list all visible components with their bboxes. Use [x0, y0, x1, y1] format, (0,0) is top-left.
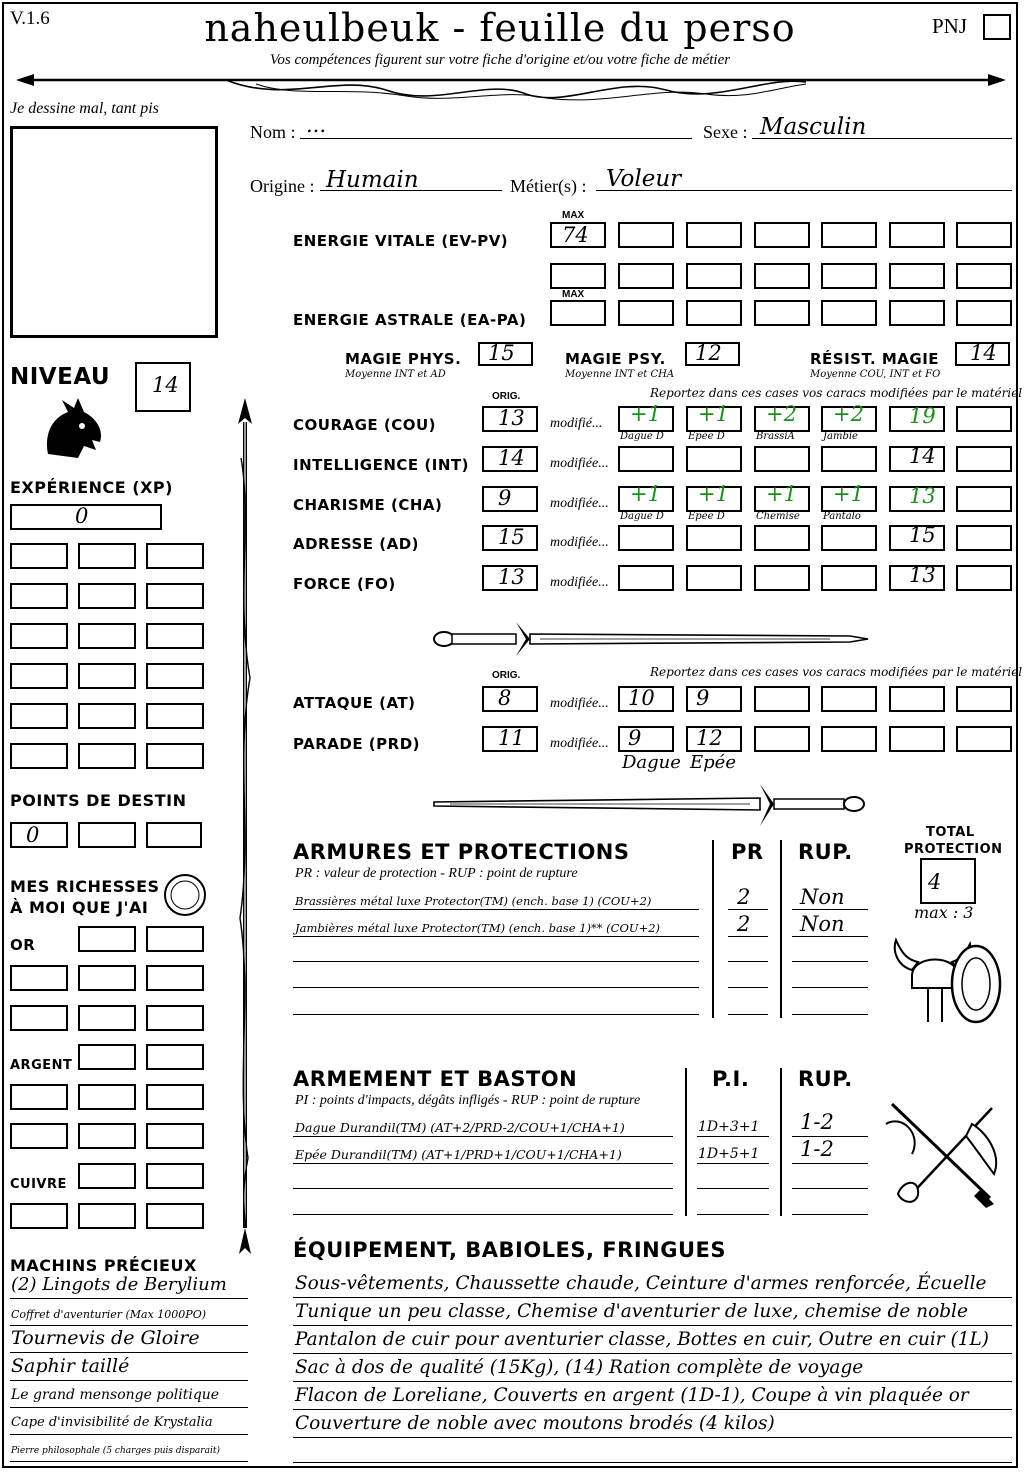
ev-track-box[interactable]	[686, 263, 742, 289]
ea-track-box[interactable]	[618, 300, 674, 326]
xp-box[interactable]	[146, 583, 204, 609]
machins-title: MACHINS PRÉCIEUX	[10, 1256, 197, 1275]
carac-mod-value[interactable]: +2	[833, 402, 864, 426]
armure-line	[293, 961, 699, 962]
resist-magie-sub: Moyenne COU, INT et FO	[810, 369, 941, 380]
dragon-head-icon	[38, 394, 108, 464]
carac-mod-box[interactable]	[956, 525, 1012, 551]
arme-pi-line	[697, 1214, 769, 1215]
armure-pr[interactable]: 2	[737, 912, 751, 936]
total-protection-label-2: PROTECTION	[904, 842, 1003, 857]
combat-mod-box[interactable]	[956, 686, 1012, 712]
money-box[interactable]	[146, 965, 204, 991]
equipement-title: ÉQUIPEMENT, BABIOLES, FRINGUES	[293, 1238, 726, 1262]
money-box[interactable]	[78, 926, 136, 952]
armement-divider-1	[685, 1068, 687, 1216]
nom-line	[300, 138, 692, 139]
machin-line	[10, 1434, 248, 1435]
xp-value[interactable]: 0	[75, 504, 89, 528]
sword-icon	[430, 616, 870, 662]
combat-mod-box[interactable]	[754, 686, 810, 712]
equip-line	[293, 1353, 1012, 1354]
ea-max-label: MAX	[562, 289, 585, 300]
machin-line	[10, 1298, 248, 1299]
combat-mod-box[interactable]	[821, 686, 877, 712]
ea-track-box[interactable]	[754, 300, 810, 326]
carac-final-value[interactable]: 15	[909, 523, 936, 547]
carac-mod-note: Epée D	[688, 431, 725, 442]
ev-label: ENERGIE VITALE (EV-PV)	[293, 232, 509, 250]
xp-box[interactable]	[10, 623, 68, 649]
armures-title: ARMURES ET PROTECTIONS	[293, 840, 630, 864]
carac-final-value[interactable]: 14	[909, 444, 936, 468]
combat-mod-box[interactable]	[821, 726, 877, 752]
machin-line	[10, 1380, 248, 1381]
carac-label: ADRESSE (AD)	[293, 535, 420, 553]
coin-icon	[162, 872, 208, 918]
attaque-label: ATTAQUE (AT)	[293, 694, 416, 712]
ev-track-box[interactable]	[754, 263, 810, 289]
machin-item[interactable]: Pierre philosophale (5 charges puis disparait)	[11, 1446, 220, 1456]
richesses-label-1: MES RICHESSES	[10, 877, 160, 896]
xp-box[interactable]	[146, 663, 204, 689]
xp-box[interactable]	[78, 743, 136, 769]
money-box[interactable]	[78, 1084, 136, 1110]
arme-rup-line	[792, 1163, 868, 1164]
xp-box[interactable]	[78, 583, 136, 609]
carac-label: CHARISME (CHA)	[293, 496, 443, 514]
armure-rup-line	[792, 1014, 868, 1015]
arme-pi-line	[697, 1136, 769, 1137]
equip-line	[293, 1409, 1012, 1410]
carac-mod-note: Jambie	[823, 431, 858, 442]
money-box[interactable]	[10, 1123, 68, 1149]
machin-line	[10, 1325, 248, 1326]
carac-modifie-label: modifiée...	[550, 535, 609, 550]
ev-track-box[interactable]	[821, 222, 877, 248]
equip-line	[293, 1462, 1012, 1463]
money-box[interactable]	[78, 1123, 136, 1149]
portrait-caption: Je dessine mal, tant pis	[10, 100, 159, 117]
carac-mod-note: Dague D	[620, 511, 664, 522]
ev-track-box[interactable]	[821, 263, 877, 289]
carac-mod-box[interactable]	[618, 525, 674, 551]
armement-desc: PI : points d'impacts, dégâts infligés - RUP : point de rupture	[295, 1093, 641, 1108]
xp-label: EXPÉRIENCE (XP)	[10, 478, 173, 497]
carac-orig-value[interactable]: 13	[498, 565, 525, 589]
ev-track-box[interactable]	[754, 222, 810, 248]
armure-rup-line	[792, 909, 868, 910]
money-box[interactable]	[78, 965, 136, 991]
magie-phys-sub: Moyenne INT et AD	[345, 369, 446, 380]
equip-line	[293, 1325, 1012, 1326]
machin-line	[10, 1352, 248, 1353]
xp-box[interactable]	[78, 663, 136, 689]
nom-label: Nom :	[250, 122, 296, 142]
armure-line	[293, 987, 699, 988]
carac-mod-value[interactable]: +1	[698, 402, 729, 426]
destin-label: POINTS DE DESTIN	[10, 791, 187, 810]
machin-item[interactable]: Coffret d'aventurier (Max 1000PO)	[11, 1308, 207, 1321]
equip-line	[293, 1381, 1012, 1382]
carac-mod-value[interactable]: +1	[698, 482, 729, 506]
money-box[interactable]	[10, 1005, 68, 1031]
xp-box[interactable]	[10, 663, 68, 689]
carac-mod-box[interactable]	[956, 486, 1012, 512]
carac-label: COURAGE (COU)	[293, 416, 437, 434]
carac-modifie-label: modifiée...	[550, 456, 609, 471]
equip-text[interactable]: Couverture de noble avec moutons brodés (4 kilos)	[295, 1413, 775, 1434]
ev-track-box[interactable]	[618, 263, 674, 289]
metier-label: Métier(s) :	[510, 176, 587, 196]
magie-psy-sub: Moyenne INT et CHA	[565, 369, 675, 380]
combat-mod-box[interactable]	[956, 726, 1012, 752]
carac-final-value[interactable]: 19	[909, 404, 936, 428]
arme-rup[interactable]: 1-2	[800, 1137, 834, 1161]
version-label: V.1.6	[10, 8, 50, 29]
ea-track-box[interactable]	[889, 300, 945, 326]
armure-line	[293, 936, 699, 937]
ea-track-box[interactable]	[956, 300, 1012, 326]
ev-max-value[interactable]: 74	[562, 223, 589, 247]
money-box[interactable]	[10, 1203, 68, 1229]
armures-divider-2	[780, 840, 782, 1018]
carac-mod-note: Dague D	[620, 431, 664, 442]
combat-modifiee-label: modifiée...	[550, 696, 609, 711]
arme-name[interactable]: Dague Durandil(TM) (AT+2/PRD-2/COU+1/CHA+1)	[295, 1120, 625, 1135]
money-box[interactable]	[10, 965, 68, 991]
carac-orig-value[interactable]: 13	[498, 406, 525, 430]
arme-line	[293, 1163, 673, 1164]
carac-orig-value[interactable]: 9	[498, 486, 512, 510]
xp-box[interactable]	[10, 583, 68, 609]
arme-rup-line	[792, 1188, 868, 1189]
caracs-note: Reportez dans ces cases vos caracs modifiées par le matériel	[650, 386, 1023, 400]
carac-mod-value[interactable]: +1	[766, 482, 797, 506]
combat-mod-value[interactable]: 9	[696, 686, 710, 710]
carac-mod-box[interactable]	[686, 525, 742, 551]
armure-pr-line	[728, 909, 768, 910]
carac-final-value[interactable]: 13	[909, 484, 936, 508]
ev-track-box[interactable]	[550, 263, 606, 289]
carac-mod-box[interactable]	[821, 525, 877, 551]
magie-psy-value[interactable]: 12	[695, 341, 722, 365]
xp-box[interactable]	[146, 543, 204, 569]
carac-mod-note: BrassiA	[756, 431, 795, 442]
equip-text[interactable]: Sous-vêtements, Chaussette chaude, Ceinture d'armes renforcée, Écuelle	[295, 1273, 987, 1294]
machin-item[interactable]: Cape d'invisibilité de Krystalia	[11, 1415, 213, 1430]
armure-rup-line	[792, 936, 868, 937]
arme-pi-line	[697, 1188, 769, 1189]
carac-mod-value[interactable]: +1	[833, 482, 864, 506]
origine-label: Origine :	[250, 176, 315, 196]
magie-phys-value[interactable]: 15	[488, 341, 515, 365]
combat-mod-value[interactable]: 12	[696, 726, 723, 750]
xp-box[interactable]	[10, 543, 68, 569]
arme-rup[interactable]: 1-2	[800, 1110, 834, 1134]
resist-magie-label: RÉSIST. MAGIE	[810, 350, 940, 368]
carac-mod-box[interactable]	[686, 565, 742, 591]
money-box[interactable]	[146, 926, 204, 952]
carac-final-value[interactable]: 13	[909, 563, 936, 587]
combat-mod-box[interactable]	[889, 726, 945, 752]
total-protection-max: max : 3	[914, 903, 974, 922]
machin-item[interactable]: Tournevis de Gloire	[11, 1327, 200, 1349]
arme-rup-line	[792, 1214, 868, 1215]
armement-title: ARMEMENT ET BASTON	[293, 1067, 578, 1091]
carac-modifie-label: modifiée...	[550, 575, 609, 590]
ea-track-box[interactable]	[821, 300, 877, 326]
carac-mod-note: Pantalo	[823, 511, 861, 522]
arme-line	[293, 1136, 673, 1137]
page-title: naheulbeuk - feuille du perso	[204, 6, 796, 50]
weapon-name-2: Epée	[690, 752, 736, 773]
armures-pr-header: PR	[731, 840, 764, 864]
armure-name[interactable]: Brassières métal luxe Protector(TM) (ench. base 1) (COU+2)	[295, 894, 652, 908]
ea-label: ENERGIE ASTRALE (EA-PA)	[293, 311, 527, 329]
carac-mod-box[interactable]	[956, 446, 1012, 472]
carac-mod-box[interactable]	[618, 565, 674, 591]
armure-rup-line	[792, 987, 868, 988]
ev-max-label: MAX	[562, 210, 585, 221]
money-box[interactable]	[146, 1163, 204, 1189]
carac-mod-box[interactable]	[686, 446, 742, 472]
money-box[interactable]	[78, 1005, 136, 1031]
equip-line	[293, 1437, 1012, 1438]
combat-mod-box[interactable]	[889, 686, 945, 712]
money-box[interactable]	[146, 1005, 204, 1031]
arme-pi[interactable]: 1D+3+1	[698, 1119, 760, 1135]
total-protection-label-1: TOTAL	[926, 825, 975, 840]
argent-label: ARGENT	[10, 1058, 73, 1073]
armement-rup-header: RUP.	[798, 1067, 853, 1091]
money-box[interactable]	[146, 1044, 204, 1070]
pnj-label: PNJ	[932, 14, 968, 38]
or-label: OR	[10, 936, 36, 954]
combat-mod-box[interactable]	[618, 726, 674, 752]
carac-mod-value[interactable]: +1	[630, 482, 661, 506]
combat-orig-label: ORIG.	[492, 670, 521, 681]
weapon-name-1: Dague	[622, 752, 681, 773]
carac-mod-box[interactable]	[956, 406, 1012, 432]
richesses-label-2: À MOI QUE J'AI	[10, 898, 149, 917]
ev-track-box[interactable]	[889, 222, 945, 248]
sexe-value[interactable]: Masculin	[760, 114, 867, 140]
money-box[interactable]	[10, 1084, 68, 1110]
armure-pr-line	[728, 936, 768, 937]
magie-phys-label: MAGIE PHYS.	[345, 350, 462, 368]
combat-mod-value[interactable]: 10	[628, 686, 655, 710]
destin-box-3[interactable]	[146, 822, 202, 848]
armement-divider-2	[780, 1068, 782, 1216]
ev-track-box[interactable]	[956, 222, 1012, 248]
destin-box-2[interactable]	[78, 822, 136, 848]
magie-psy-label: MAGIE PSY.	[565, 350, 666, 368]
xp-box[interactable]	[146, 743, 204, 769]
arme-pi[interactable]: 1D+5+1	[698, 1146, 760, 1162]
xp-box[interactable]	[78, 623, 136, 649]
xp-box[interactable]	[146, 623, 204, 649]
combat-orig-value[interactable]: 8	[498, 686, 512, 710]
arme-name[interactable]: Epée Durandil(TM) (AT+1/PRD+1/COU+1/CHA+1)	[295, 1147, 622, 1162]
carac-orig-value[interactable]: 14	[498, 446, 525, 470]
carac-mod-box[interactable]	[821, 446, 877, 472]
spear-icon	[228, 398, 262, 1258]
armure-name[interactable]: Jambières métal luxe Protector(TM) (ench. base 1)** (COU+2)	[295, 921, 661, 935]
armures-desc: PR : valeur de protection - RUP : point de rupture	[295, 866, 578, 881]
ev-track-box[interactable]	[889, 263, 945, 289]
equip-text[interactable]: Pantalon de cuir pour aventurier classe, Bottes en cuir, Outre en cuir (1L)	[295, 1329, 989, 1350]
xp-box[interactable]	[10, 703, 68, 729]
carac-modifie-label: modifié...	[550, 416, 603, 431]
carac-mod-value[interactable]: +1	[630, 402, 661, 426]
armure-rup[interactable]: Non	[800, 912, 845, 936]
armure-rup-line	[792, 961, 868, 962]
niveau-value[interactable]: 14	[152, 373, 179, 397]
niveau-label: NIVEAU	[10, 364, 111, 390]
origine-value[interactable]: Humain	[326, 167, 419, 193]
armure-line	[293, 1014, 699, 1015]
parade-label: PARADE (PRD)	[293, 735, 421, 753]
carac-mod-box[interactable]	[754, 565, 810, 591]
cuivre-label: CUIVRE	[10, 1177, 67, 1192]
armure-pr-line	[728, 1014, 768, 1015]
carac-mod-box[interactable]	[754, 525, 810, 551]
page-subtitle: Vos compétences figurent sur votre fiche d'origine et/ou votre fiche de métier	[269, 52, 731, 68]
machin-item[interactable]: (2) Lingots de Berylium	[11, 1274, 227, 1295]
equip-text[interactable]: Flacon de Loreliane, Couverts en argent (1D-1), Coupe à vin plaquée or	[295, 1385, 969, 1406]
combat-mod-box[interactable]	[686, 686, 742, 712]
armure-pr-line	[728, 987, 768, 988]
ev-track-box[interactable]	[956, 263, 1012, 289]
carac-orig-value[interactable]: 15	[498, 525, 525, 549]
xp-box[interactable]	[78, 543, 136, 569]
sexe-label: Sexe :	[703, 122, 748, 142]
armure-rup[interactable]: Non	[800, 885, 845, 909]
caracs-orig-label: ORIG.	[492, 391, 521, 402]
arme-pi-line	[697, 1163, 769, 1164]
carac-label: FORCE (FO)	[293, 575, 396, 593]
viking-helmet-icon	[888, 926, 1008, 1028]
armures-rup-header: RUP.	[798, 840, 853, 864]
resist-magie-value[interactable]: 14	[970, 341, 997, 365]
carac-mod-note: Epée D	[688, 511, 725, 522]
carac-label: INTELLIGENCE (INT)	[293, 456, 469, 474]
money-box[interactable]	[78, 1163, 136, 1189]
money-box[interactable]	[78, 1203, 136, 1229]
xp-box[interactable]	[10, 743, 68, 769]
pnj-checkbox[interactable]	[983, 14, 1011, 40]
carac-mod-box[interactable]	[956, 565, 1012, 591]
money-box[interactable]	[146, 1084, 204, 1110]
carac-mod-value[interactable]: +2	[766, 402, 797, 426]
equip-text[interactable]: Tunique un peu classe, Chemise d'aventurier de luxe, chemise de noble	[295, 1301, 968, 1322]
combat-orig-value[interactable]: 11	[498, 726, 525, 750]
ev-track-box[interactable]	[686, 222, 742, 248]
money-box[interactable]	[78, 1044, 136, 1070]
machin-item[interactable]: Saphir taillé	[11, 1355, 130, 1377]
nom-value[interactable]: ...	[306, 113, 327, 137]
carac-mod-box[interactable]	[618, 446, 674, 472]
armement-pi-header: P.I.	[712, 1067, 750, 1091]
arme-line	[293, 1188, 673, 1189]
armure-line	[293, 909, 699, 910]
equip-text[interactable]: Sac à dos de qualité (15Kg), (14) Ration complète de voyage	[295, 1357, 864, 1378]
metier-value[interactable]: Voleur	[606, 166, 682, 192]
machin-line	[10, 1407, 248, 1408]
money-box[interactable]	[146, 1203, 204, 1229]
carac-modifie-label: modifiée...	[550, 496, 609, 511]
armure-pr-line	[728, 961, 768, 962]
machin-line	[10, 1461, 248, 1462]
ea-max-box[interactable]	[550, 300, 606, 326]
portrait-box[interactable]	[10, 126, 218, 338]
total-protection-value[interactable]: 4	[928, 870, 942, 894]
ea-track-box[interactable]	[686, 300, 742, 326]
carac-mod-note: Chemise	[756, 511, 800, 522]
arme-line	[293, 1214, 673, 1215]
destin-value[interactable]: 0	[26, 823, 40, 847]
ev-track-box[interactable]	[618, 222, 674, 248]
sword-icon	[430, 780, 870, 830]
machin-item[interactable]: Le grand mensonge politique	[11, 1387, 220, 1403]
xp-box[interactable]	[146, 703, 204, 729]
carac-mod-box[interactable]	[754, 446, 810, 472]
combat-note: Reportez dans ces cases vos caracs modifiées par le matériel	[650, 665, 1023, 679]
xp-box[interactable]	[78, 703, 136, 729]
combat-modifiee-label: modifiée...	[550, 736, 609, 751]
armures-divider-1	[712, 840, 714, 1018]
armure-pr[interactable]: 2	[737, 885, 751, 909]
combat-mod-box[interactable]	[754, 726, 810, 752]
carac-mod-box[interactable]	[821, 565, 877, 591]
crossed-weapons-icon	[882, 1094, 1012, 1214]
money-box[interactable]	[146, 1123, 204, 1149]
equip-line	[293, 1297, 1012, 1298]
combat-mod-value[interactable]: 9	[628, 726, 642, 750]
